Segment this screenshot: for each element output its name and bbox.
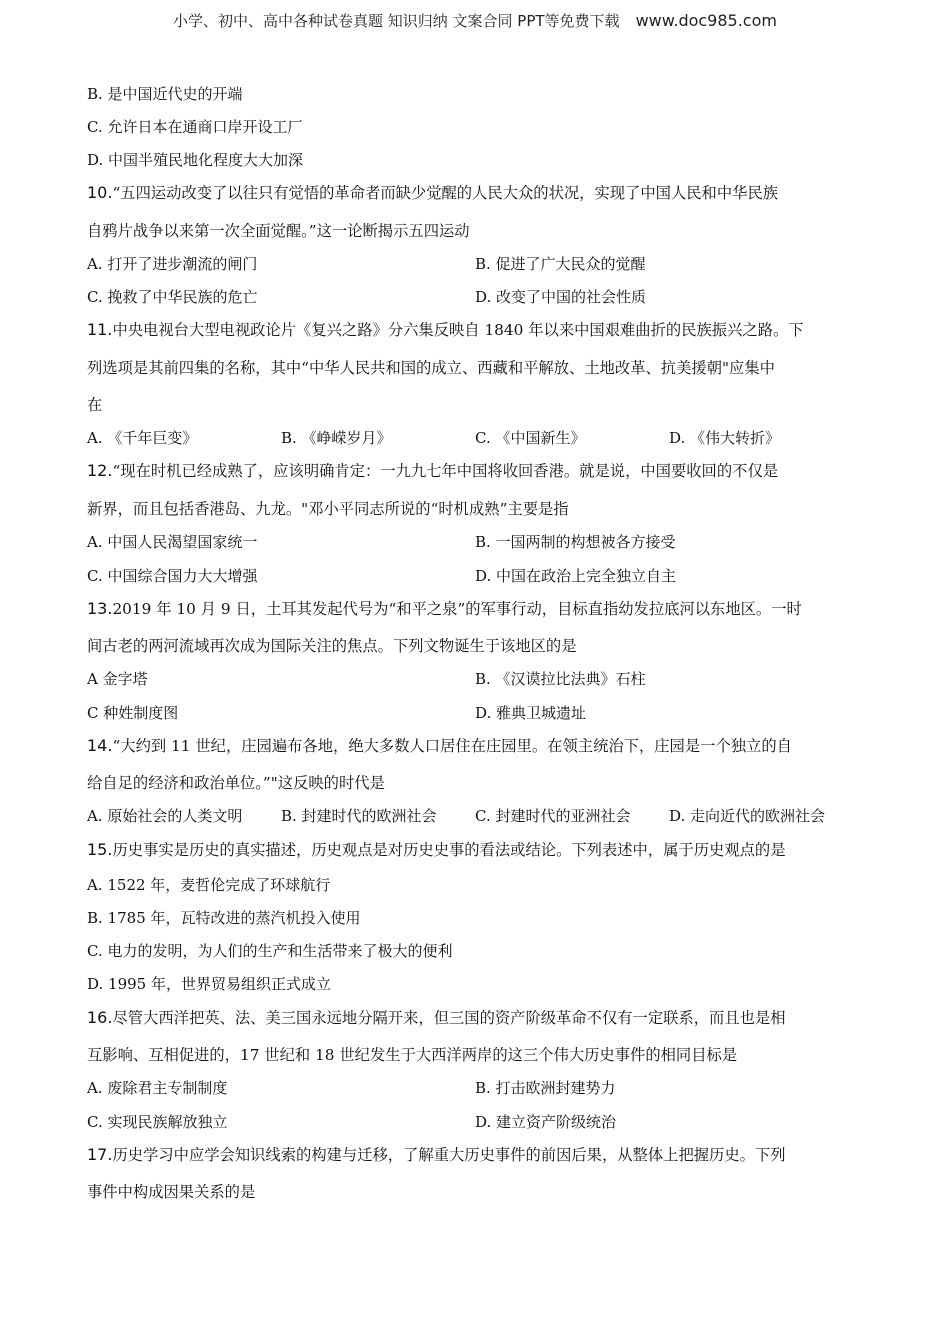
option-d: D. 《伟大转折》 [669,429,781,447]
question-text: 自鸦片战争以来第一次全面觉醒。”这一论断揭示五四运动 [87,222,470,240]
option-b: B. 1785 年，瓦特改进的蒸汽机投入使用 [87,909,361,927]
option-b: B. 促进了广大民众的觉醒 [475,255,646,273]
option-d: D. 雅典卫城遗址 [475,704,587,722]
option-b: B. 是中国近代史的开端 [87,85,243,103]
option-d: D. 1995 年，世界贸易组织正式成立 [87,975,331,993]
option-d: D. 走向近代的欧洲社会 [669,807,826,825]
question-number: 16. [87,1008,113,1027]
page-header [0,10,950,31]
question-text: 在 [87,396,103,414]
question-15 [87,840,786,860]
question-text: 互影响、互相促进的，17 世纪和 18 世纪发生于大西洋两岸的这三个伟大历史事件的相同目标是 [87,1046,738,1064]
option-a: A. 废除君主专制制度 [87,1079,228,1097]
option-d: D. 中国在政治上完全独立自主 [475,567,677,585]
option-a: A 金字塔 [87,670,148,688]
option-b: B. 一国两制的构想被各方接受 [475,533,676,551]
question-text: 给自足的经济和政治单位。”"这反映的时代是 [87,774,385,792]
question-16 [87,1008,786,1028]
option-b: B. 《汉谟拉比法典》石柱 [475,670,646,688]
question-17 [87,1145,786,1165]
option-d: D. 改变了中国的社会性质 [475,288,647,306]
question-text: 间古老的两河流域再次成为国际关注的焦点。下列文物诞生于该地区的是 [87,637,577,655]
question-13 [87,599,802,619]
question-text: 尽管大西洋把英、法、美三国永远地分隔开来，但三国的资产阶级革命不仅有一定联系，而且也是相 [112,1009,786,1027]
option-d: D. 中国半殖民地化程度大大加深 [87,151,304,169]
question-10 [87,183,778,203]
option-c: C. 电力的发明，为人们的生产和生活带来了极大的便利 [87,942,453,960]
question-text: 历史学习中应学会知识线索的构建与迁移，了解重大历史事件的前因后果，从整体上把握历史。下列 [112,1146,786,1164]
question-number: 17. [87,1145,113,1164]
question-11 [87,320,804,340]
question-14 [87,736,792,756]
header-text: 小学、初中、高中各种试卷真题 知识归纳 文案合同 PPT等免费下载 [173,12,620,30]
option-a: A. 1522 年，麦哲伦完成了环球航行 [87,876,331,894]
option-a: A. 原始社会的人类文明 [87,807,243,825]
question-number: 14. [87,736,113,755]
option-b: B. 打击欧洲封建势力 [475,1079,616,1097]
question-text: 中央电视台大型电视政论片《复兴之路》分六集反映自 1840 年以来中国艰难曲折的民族振兴之路。下 [112,321,804,339]
option-a: A. 中国人民渴望国家统一 [87,533,258,551]
option-b: B. 《峥嵘岁月》 [281,429,392,447]
option-a: A. 《千年巨变》 [87,429,198,447]
question-text: “五四运动改变了以往只有觉悟的革命者而缺少觉醒的人民大众的状况，实现了中国人民和中华民族 [112,184,779,202]
question-number: 13. [87,599,113,618]
option-c: C. 中国综合国力大大增强 [87,567,258,585]
question-12 [87,461,778,481]
question-number: 15. [87,840,113,859]
question-number: 10. [87,183,113,202]
question-text: 新界，而且包括香港岛、九龙。"邓小平同志所说的“时机成熟”主要是指 [87,500,569,518]
option-c: C. 允许日本在通商口岸开设工厂 [87,118,303,136]
option-c: C. 封建时代的亚洲社会 [475,807,631,825]
option-a: A. 打开了进步潮流的闸门 [87,255,258,273]
option-c: C. 挽救了中华民族的危亡 [87,288,258,306]
option-c: C 种姓制度图 [87,704,179,722]
question-text: 事件中构成因果关系的是 [87,1183,256,1201]
question-text: 历史事实是历史的真实描述，历史观点是对历史史事的看法或结论。下列表述中，属于历史观点的是 [112,841,786,859]
question-text: 列选项是其前四集的名称，其中“中华人民共和国的成立、西藏和平解放、土地改革、抗美援朝"应集中 [87,359,775,377]
option-c: C. 实现民族解放独立 [87,1113,228,1131]
question-text: 2019 年 10 月 9 日，土耳其发起代号为“和平之泉”的军事行动，目标直指幼发拉底河以东地区。一时 [112,600,802,618]
option-c: C. 《中国新生》 [475,429,586,447]
header-url[interactable]: www.doc985.com [635,11,777,30]
option-d: D. 建立资产阶级统治 [475,1113,617,1131]
question-number: 11. [87,320,113,339]
question-text: “现在时机已经成熟了，应该明确肯定：一九九七年中国将收回香港。就是说，中国要收回的不仅是 [112,462,779,480]
question-text: “大约到 11 世纪，庄园遍布各地，绝大多数人口居住在庄园里。在领主统治下，庄园是一个独立的自 [112,737,792,755]
option-b: B. 封建时代的欧洲社会 [281,807,437,825]
question-number: 12. [87,461,113,480]
